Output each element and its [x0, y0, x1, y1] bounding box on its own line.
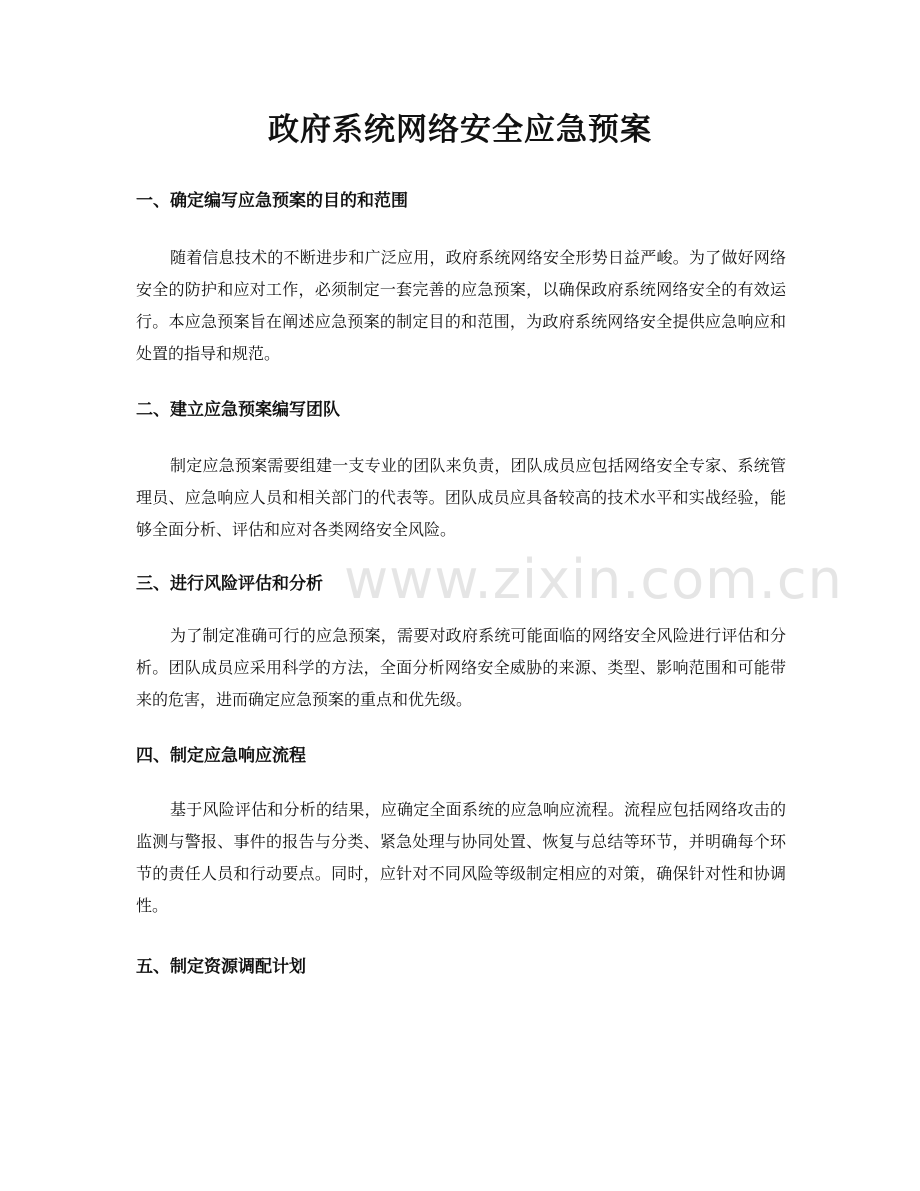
page-title: 政府系统网络安全应急预案 — [268, 112, 652, 148]
section-heading-5: 五、制定资源调配计划 — [136, 957, 306, 977]
section-heading-2: 二、建立应急预案编写团队 — [136, 400, 340, 420]
section-paragraph-3: 为了制定准确可行的应急预案，需要对政府系统可能面临的网络安全风险进行评估和分析。团队成员应采用科学的方法，全面分析网络安全威胁的来源、类型、影响范围和可能带来的危害，进而确定应急预案的重点和优先级。 — [136, 626, 786, 709]
section-heading-4: 四、制定应急响应流程 — [136, 746, 306, 766]
section-heading-3: 三、进行风险评估和分析 — [136, 574, 323, 594]
watermark: www.zixin.com.cn — [344, 548, 843, 611]
section-paragraph-2: 制定应急预案需要组建一支专业的团队来负责，团队成员应包括网络安全专家、系统管理员、应急响应人员和相关部门的代表等。团队成员应具备较高的技术水平和实战经验，能够全面分析、评估和应对各类网络安全风险。 — [136, 456, 786, 539]
section-paragraph-4: 基于风险评估和分析的结果，应确定全面系统的应急响应流程。流程应包括网络攻击的监测与警报、事件的报告与分类、紧急处理与协同处置、恢复与总结等环节，并明确每个环节的责任人员和行动要点。同时，应针对不同风险等级制定相应的对策，确保针对性和协调性。 — [136, 800, 786, 915]
section-paragraph-1: 随着信息技术的不断进步和广泛应用，政府系统网络安全形势日益严峻。为了做好网络安全的防护和应对工作，必须制定一套完善的应急预案，以确保政府系统网络安全的有效运行。本应急预案旨在阐述应急预案的制定目的和范围，为政府系统网络安全提供应急响应和处置的指导和规范。 — [136, 248, 786, 363]
section-heading-1: 一、确定编写应急预案的目的和范围 — [136, 191, 408, 211]
